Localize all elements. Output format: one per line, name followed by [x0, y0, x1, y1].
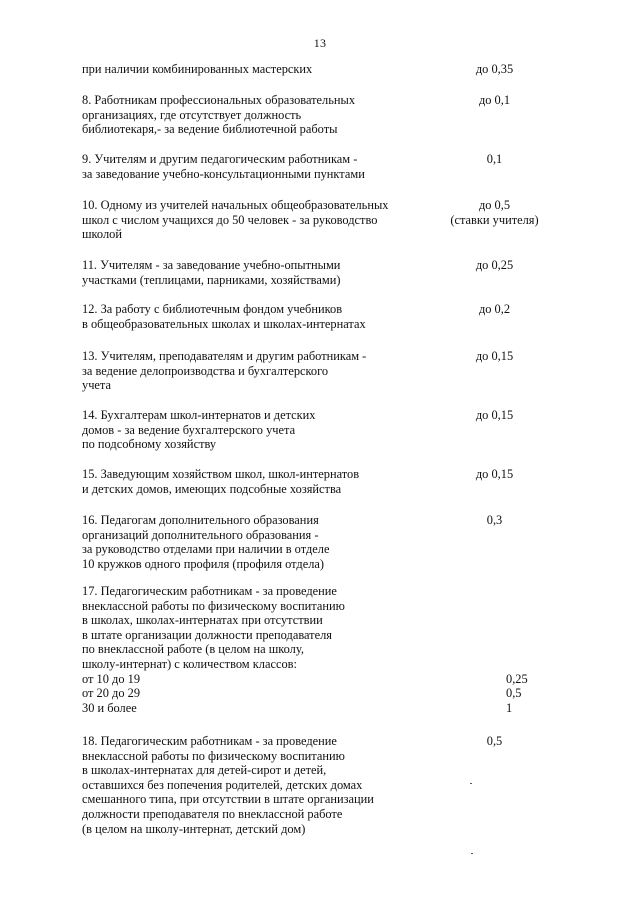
item-description — [82, 258, 422, 287]
item-rate-line: до 0,15 — [475, 467, 514, 481]
item-description-line: в общеобразовательных школах и школах-интернатах — [82, 316, 366, 331]
item-rate — [427, 513, 562, 528]
item-description — [82, 302, 422, 331]
item-rate-line: (ставки учителя) — [450, 212, 539, 227]
item-description-line: 17. Педагогическим работникам - за проведение — [82, 584, 337, 598]
item-description-line: 18. Педагогическим работникам - за проведение — [82, 734, 337, 748]
item-rate-line: до 0,15 — [475, 408, 514, 422]
item-description — [82, 408, 422, 452]
item-description-line: 10 кружков одного профиля (профиля отдела) — [82, 556, 325, 571]
item-description — [82, 152, 422, 181]
item-description-line: внеклассной работы по физическому воспитанию — [82, 748, 345, 763]
item-description — [82, 734, 422, 836]
item-description — [82, 93, 422, 137]
item-rate-line: 0,1 — [486, 152, 503, 166]
item-description-line: внеклассной работы по физическому воспитанию — [82, 598, 345, 613]
item-description — [82, 349, 422, 393]
item-rate-line: 0,3 — [486, 513, 503, 527]
item-description-line: в штате организации должности преподавателя — [82, 627, 332, 642]
item-rate — [427, 152, 562, 167]
item-description-line: 13. Учителям, преподавателям и другим работникам - — [82, 349, 367, 363]
item-rate — [427, 302, 562, 317]
item-description-line: в школах-интернатах для детей-сирот и детей, — [82, 763, 327, 778]
item-description-line: домов - за ведение бухгалтерского учета — [82, 422, 296, 437]
item-rate — [427, 349, 562, 364]
item-description-line: по внеклассной работе (в целом на школу, — [82, 642, 304, 657]
item-description-line: (в целом на школу-интернат, детский дом) — [82, 821, 306, 836]
item-rate — [427, 93, 562, 108]
item-description-line: учета — [82, 378, 111, 393]
item-description-line: и детских домов, имеющих подсобные хозяйства — [82, 481, 342, 496]
item-description-line: 8. Работникам профессиональных образовательных — [82, 93, 356, 107]
scan-speck — [471, 853, 473, 854]
item-description-line: 14. Бухгалтерам школ-интернатов и детских — [82, 408, 316, 422]
item-description-line: 11. Учителям - за заведование учебно-опытными — [82, 258, 341, 272]
item-description-line: за ведение делопроизводства и бухгалтерского — [82, 363, 329, 378]
item-rate-line: до 0,35 — [475, 62, 514, 76]
item-description — [82, 467, 422, 496]
tier-label: от 20 до 29 — [82, 686, 141, 701]
item-description-line: оставшихся без попечения родителей, детских домах — [82, 777, 363, 792]
item-rate-line: до 0,15 — [475, 349, 514, 363]
item-description-line: за руководство отделами при наличии в отделе — [82, 542, 330, 557]
item-description — [82, 513, 422, 571]
item-rate — [427, 467, 562, 482]
item-description-line: при наличии комбинированных мастерских — [82, 62, 313, 76]
item-description-line: 9. Учителям и другим педагогическим работникам - — [82, 152, 358, 166]
item-rate — [427, 198, 562, 227]
item-description-line: должности преподавателя по внеклассной работе — [82, 806, 343, 821]
item-description-line: организациях, где отсутствует должность — [82, 107, 302, 122]
item-description-line: школ с числом учащихся до 50 человек - за руководство — [82, 212, 378, 227]
page-number: 13 — [313, 36, 327, 50]
tier-rate: 0,5 — [506, 686, 522, 701]
item-description-line: 12. За работу с библиотечным фондом учебников — [82, 302, 343, 316]
tier-label: от 10 до 19 — [82, 671, 141, 686]
item-description-line: смешанного типа, при отсутствии в штате организации — [82, 792, 374, 807]
item-description-line: организаций дополнительного образования - — [82, 527, 319, 542]
item-rate — [427, 734, 562, 749]
item-rate-line: 0,5 — [486, 734, 503, 748]
item-description-line: школой — [82, 227, 122, 242]
item-rate-line: до 0,2 — [478, 302, 511, 316]
item-description — [82, 62, 422, 77]
item-description-line: участками (теплицами, парниками, хозяйствами) — [82, 272, 341, 287]
tier-rate: 1 — [506, 700, 513, 715]
item-rate — [427, 408, 562, 423]
tier-label: 30 и более — [82, 700, 137, 715]
item-rate-line: до 0,25 — [475, 258, 514, 272]
item-rate-line: до 0,5 — [478, 198, 511, 212]
item-description-line: в школах, школах-интернатах при отсутствии — [82, 613, 323, 628]
item-rate — [427, 62, 562, 77]
item-description-line: библиотекаря,- за ведение библиотечной работы — [82, 122, 338, 137]
item-description-line: за заведование учебно-консультационными пунктами — [82, 166, 365, 181]
item-description-line: по подсобному хозяйству — [82, 437, 217, 452]
tier-rate: 0,25 — [506, 671, 528, 686]
item-description — [82, 198, 422, 242]
item-rate-line: до 0,1 — [478, 93, 511, 107]
item-description-line: 16. Педагогам дополнительного образования — [82, 513, 319, 527]
scan-speck — [470, 783, 472, 784]
item-description-line: 15. Заведующим хозяйством школ, школ-интернатов — [82, 467, 360, 481]
item-description-line: школу-интернат) с количеством классов: — [82, 656, 297, 671]
item-rate — [427, 258, 562, 273]
item-description — [82, 584, 422, 672]
item-description-line: 10. Одному из учителей начальных общеобразовательных — [82, 198, 389, 212]
